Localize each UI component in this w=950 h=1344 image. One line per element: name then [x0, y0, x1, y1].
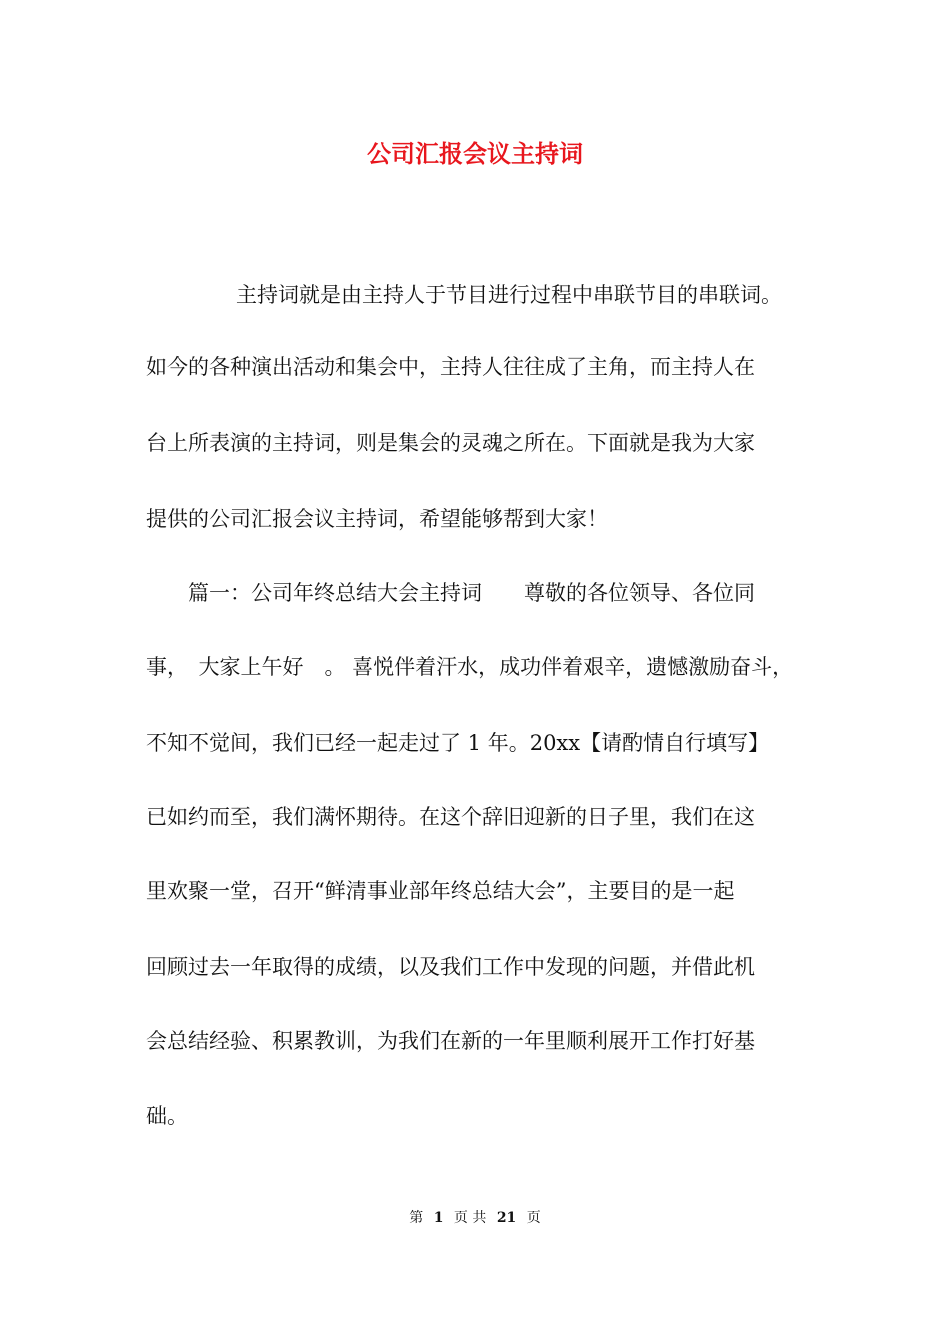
document-title: 公司汇报会议主持词 [367, 139, 583, 168]
paragraph-line: 里欢聚一堂，召开“鲜清事业部年终总结大会”，主要目的是一起 [146, 879, 735, 903]
footer-mid: 页 共 [453, 1210, 487, 1226]
page-footer [0, 1208, 950, 1228]
paragraph-line: 篇一：公司年终总结大会主持词 尊敬的各位领导、各位同 [188, 581, 755, 605]
paragraph-line: 回顾过去一年取得的成绩，以及我们工作中发现的问题，并借此机 [146, 955, 755, 979]
paragraph-line: 础。 [146, 1104, 188, 1128]
paragraph-line: 主持词就是由主持人于节目进行过程中串联节目的串联词。 [236, 283, 782, 307]
paragraph-line: 会总结经验、积累教训，为我们在新的一年里顺利展开工作打好基 [146, 1029, 755, 1053]
footer-total-pages: 21 [496, 1210, 517, 1226]
paragraph-line: 提供的公司汇报会议主持词，希望能够帮到大家！ [146, 507, 608, 531]
footer-prefix: 第 [409, 1210, 424, 1226]
footer-suffix: 页 [526, 1210, 541, 1226]
paragraph-line: 不知不觉间，我们已经一起走过了 1 年。20xx【请酌情自行填写】 [146, 731, 770, 755]
paragraph-line: 事， 大家上午好 。 喜悦伴着汗水，成功伴着艰辛，遗憾激励奋斗， [146, 655, 794, 679]
paragraph-line: 台上所表演的主持词，则是集会的灵魂之所在。下面就是我为大家 [146, 431, 755, 455]
paragraph-line: 已如约而至，我们满怀期待。在这个辞旧迎新的日子里，我们在这 [146, 805, 755, 829]
footer-current-page: 1 [433, 1210, 444, 1226]
paragraph-line: 如今的各种演出活动和集会中，主持人往往成了主角，而主持人在 [146, 355, 755, 379]
